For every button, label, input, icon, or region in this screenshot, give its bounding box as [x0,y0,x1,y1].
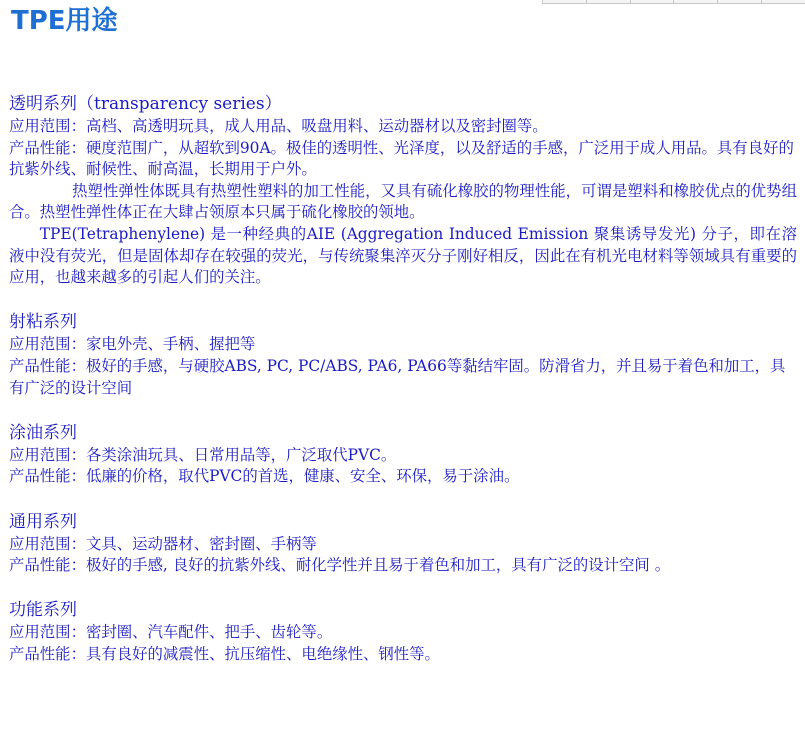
application-range-line: 应用范围：各类涂油玩具、日常用品等，广泛取代PVC。 [9,445,397,464]
description-paragraph: TPE(Tetraphenylene) 是一种经典的AIE (Aggregation Induced Emission 聚集诱导发光) 分子，即在溶液中没有荧光，但是固体却存在较强的荧光，与传统聚集淬灭分子刚好相反，因此在有机光电材料等领域具有重要的应用，也越来越多的引起人们的关注。 [9,224,797,287]
section-transparency [9,92,797,289]
section-general [9,510,797,577]
product-performance-line: 产品性能：具有良好的减震性、抗压缩性、电绝缘性、钢性等。 [9,644,440,663]
section-functional [9,598,797,665]
section-title: 通用系列 [9,511,77,532]
top-tab[interactable] [586,0,630,4]
application-range-line: 应用范围：家电外壳、手柄、握把等 [9,335,256,354]
top-tab[interactable] [717,0,761,4]
page-title: TPE用途 [11,6,118,36]
product-performance-line: 产品性能：极好的手感, 良好的抗紫外线、耐化学性并且易于着色和加工，具有广泛的设计空间 。 [9,556,671,575]
section-overmolding [9,310,797,399]
product-performance-line: 产品性能：硬度范围广，从超软到90A。极佳的透明性、光泽度，以及舒适的手感，广泛用于成人用品。具有良好的抗紫外线、耐候性、耐高温，长期用于户外。 [9,138,794,179]
description-paragraph: 热塑性弹性体既具有热塑性塑料的加工性能，又具有硫化橡胶的物理性能，可谓是塑料和橡胶优点的优势组合。热塑性弹性体正在大肆占领原本只属于硫化橡胶的领地。 [9,181,797,222]
top-tab[interactable] [630,0,674,4]
section-title: 功能系列 [9,600,77,621]
application-range-line: 应用范围：文具、运动器材、密封圈、手柄等 [9,534,317,553]
top-tab[interactable] [761,0,805,4]
product-performance-line: 产品性能：极好的手感，与硬胶ABS, PC, PC/ABS, PA6, PA66等黏结牢固。防滑省力，并且易于着色和加工，具有广泛的设计空间 [9,356,786,397]
application-range-line: 应用范围：高档、高透明玩具，成人用品、吸盘用料、运动器材以及密封圈等。 [9,117,548,135]
top-tab[interactable] [673,0,717,4]
section-title: 射粘系列 [9,312,77,333]
section-title: 透明系列（transparency series） [9,94,282,114]
application-range-line: 应用范围：密封圈、汽车配件、把手、齿轮等。 [9,623,333,642]
top-tab[interactable] [542,0,586,4]
section-oil-coating [9,421,797,488]
section-title: 涂油系列 [9,422,77,443]
top-tab-strip [542,0,805,4]
article-body [9,92,797,687]
product-performance-line: 产品性能：低廉的价格，取代PVC的首选，健康、安全、环保，易于涂油。 [9,467,520,486]
